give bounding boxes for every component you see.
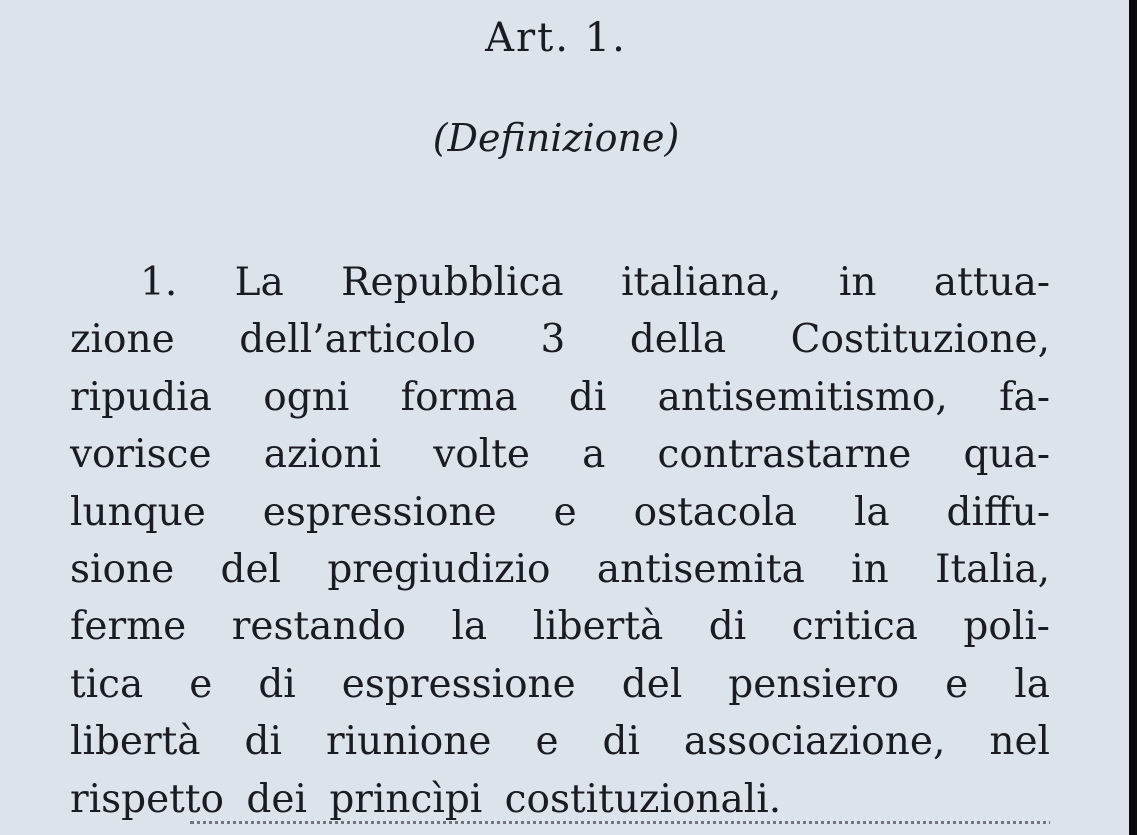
paragraph-line: lunque espressione e ostacola la diffu- [70, 489, 1050, 535]
paragraph-line: sione del pregiudizio antisemita in Italia, [70, 546, 1050, 592]
page-edge-border [1129, 0, 1137, 835]
article-heading: Art. 1. [485, 15, 627, 61]
paragraph-line: tica e di espressione del pensiero e la [70, 661, 1050, 707]
paragraph-line: vorisce azioni volte a contrastarne qua- [70, 432, 1050, 478]
paragraph-line: rispetto dei princìpi costituzionali. [70, 776, 782, 822]
cropped-text-fragment [190, 821, 1050, 835]
paragraph-line: 1. La Repubblica italiana, in attua- [140, 260, 1050, 305]
paragraph-line: ripudia ogni forma di antisemitismo, fa- [70, 374, 1050, 420]
paragraph-line: ferme restando la libertà di critica poli- [70, 604, 1050, 650]
paragraph-line: zione dell’articolo 3 della Costituzione, [70, 317, 1050, 363]
cropped-next-line [70, 815, 1050, 835]
article-paragraph [70, 254, 1050, 828]
article-subtitle: (Definizione) [432, 116, 680, 160]
paragraph-line: libertà di riunione e di associazione, nel [70, 719, 1050, 765]
